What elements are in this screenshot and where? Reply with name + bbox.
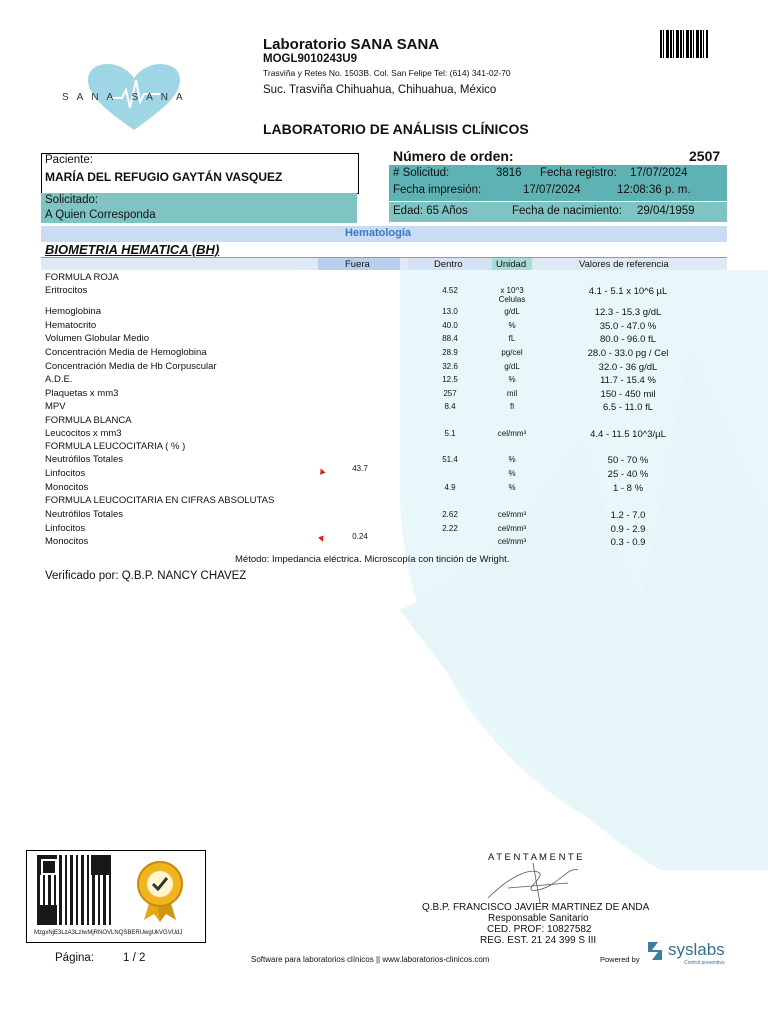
- section-title: Hematología: [345, 227, 412, 239]
- row-reference: 25 - 40 %: [607, 469, 649, 480]
- row-unit: mil: [506, 389, 518, 398]
- signer-ced: CED. PROF: 10827582: [487, 924, 592, 935]
- row-unit: fL: [508, 334, 516, 343]
- row-reference: 50 - 70 %: [607, 455, 649, 466]
- row-value-dentro: 28.9: [442, 348, 458, 357]
- high-flag-icon: ▲: [315, 464, 329, 479]
- row-unit-sub: Celulas: [498, 295, 526, 304]
- requested-label: Solicitado:: [45, 194, 99, 206]
- row-label: Hematocrito: [45, 320, 97, 331]
- row-label: Plaquetas x mm3: [45, 388, 119, 399]
- row-label: Monocitos: [45, 482, 89, 493]
- atentamente: A T E N T A M E N T E: [488, 852, 583, 863]
- row-label: Concentración Media de Hemoglobina: [45, 347, 207, 358]
- row-unit: g/dL: [504, 362, 520, 371]
- reg-label: Fecha registro:: [540, 167, 617, 179]
- lab-name: Laboratorio SANA SANA: [263, 36, 440, 53]
- syslabs-brand: syslabs: [668, 940, 725, 959]
- row-label: FORMULA BLANCA: [45, 415, 132, 426]
- row-value-dentro: 12.5: [442, 375, 458, 384]
- row-unit: fl: [510, 402, 514, 411]
- row-reference: 11.7 - 15.4 %: [600, 375, 656, 386]
- row-value-dentro: 4.9: [444, 483, 456, 492]
- row-reference: 35.0 - 47.0 %: [599, 321, 657, 332]
- row-value-fuera: 0.24: [352, 532, 368, 541]
- row-label: FORMULA ROJA: [45, 272, 119, 283]
- row-label: Linfocitos: [45, 523, 86, 534]
- row-unit: cel/mm³: [497, 537, 527, 546]
- print-label: Fecha impresión:: [393, 184, 482, 196]
- syslabs-logo-icon: [644, 938, 668, 964]
- row-reference: 150 - 450 mil: [600, 389, 656, 400]
- row-value-dentro: 2.22: [442, 524, 458, 533]
- order-number: 2507: [689, 148, 721, 164]
- row-reference: 4.4 - 11.5 10^3/µL: [590, 429, 666, 440]
- signer-role: Responsable Sanitario: [488, 913, 589, 924]
- row-label: Hemoglobina: [45, 306, 101, 317]
- row-label: Linfocitos: [45, 468, 86, 479]
- reg-date: 17/07/2024: [630, 167, 688, 179]
- row-reference: 4.1 - 5.1 x 10^6 µL: [588, 286, 668, 297]
- row-reference: 1 - 8 %: [612, 483, 644, 494]
- row-value-dentro: 51.4: [442, 455, 458, 464]
- page-number: 1 / 2: [123, 952, 146, 964]
- row-value-fuera: 43.7: [352, 464, 368, 473]
- qr-code-inner: [41, 859, 57, 875]
- row-unit: %: [508, 321, 516, 330]
- row-unit: g/dL: [504, 307, 520, 316]
- handwritten-signature: [478, 858, 598, 908]
- patient-name: MARÍA DEL REFUGIO GAYTÁN VASQUEZ: [45, 170, 283, 184]
- col-unidad: Unidad: [496, 259, 527, 270]
- row-value-dentro: 13.0: [442, 307, 458, 316]
- syslabs-tagline: Control preventivo: [684, 960, 725, 966]
- col-ref: Valores de referencia: [579, 259, 669, 270]
- request-label: # Solicitud:: [393, 167, 450, 179]
- row-reference: 0.3 - 0.9: [610, 537, 646, 548]
- verified-by: Verificado por: Q.B.P. NANCY CHAVEZ: [45, 570, 247, 582]
- row-reference: 12.3 - 15.3 g/dL: [594, 307, 662, 318]
- row-unit: x 10^3: [500, 286, 524, 295]
- row-label: Concentración Media de Hb Corpuscular: [45, 361, 217, 372]
- row-unit: pg/cel: [501, 348, 523, 357]
- row-label: Monocitos: [45, 536, 89, 547]
- row-reference: 6.5 - 11.0 fL: [603, 402, 653, 413]
- row-value-dentro: 88.4: [442, 334, 458, 343]
- patient-label: Paciente:: [45, 154, 93, 166]
- row-unit: %: [508, 469, 516, 478]
- study-title: BIOMETRIA HEMATICA (BH): [45, 242, 220, 257]
- col-fuera: Fuera: [345, 259, 370, 270]
- row-label: MPV: [45, 401, 66, 412]
- row-unit: cel/mm³: [497, 429, 527, 438]
- row-value-dentro: 32.6: [442, 362, 458, 371]
- row-reference: 0.9 - 2.9: [610, 524, 646, 535]
- row-label: Leucocitos x mm3: [45, 428, 122, 439]
- row-value-dentro: 5.1: [444, 429, 456, 438]
- row-reference: 1.2 - 7.0: [610, 510, 646, 521]
- row-label: FORMULA LEUCOCITARIA EN CIFRAS ABSOLUTAS: [45, 495, 275, 506]
- low-flag-icon: ▼: [315, 532, 329, 547]
- patient-age: Edad: 65 Años: [393, 205, 468, 217]
- row-label: Volumen Globular Medio: [45, 333, 150, 344]
- row-unit: %: [508, 455, 516, 464]
- barcode: [660, 30, 708, 58]
- software-credit: Software para laboratorios clínicos || www.laboratorios-clinicos.com: [251, 955, 490, 964]
- method-note: Método: Impedancia eléctrica. Microscopía con tinción de Wright.: [235, 554, 510, 565]
- print-date: 17/07/2024: [523, 184, 581, 196]
- row-value-dentro: 4.52: [442, 286, 458, 295]
- row-value-dentro: 8.4: [444, 402, 456, 411]
- row-label: Neutrófilos Totales: [45, 509, 123, 520]
- signer-reg: REG. EST. 21 24 399 S III: [480, 935, 597, 946]
- logo-text: SANA SANA: [62, 92, 191, 103]
- row-label: A.D.E.: [45, 374, 73, 385]
- report-title: LABORATORIO DE ANÁLISIS CLÍNICOS: [263, 121, 529, 137]
- row-label: Neutrófilos Totales: [45, 454, 123, 465]
- signer-name: Q.B.P. FRANCISCO JAVIER MARTINEZ DE ANDA: [422, 902, 650, 913]
- birth-date: 29/04/1959: [637, 205, 695, 217]
- powered-by: Powered by: [600, 955, 640, 964]
- row-value-dentro: 2.62: [442, 510, 458, 519]
- row-reference: 28.0 - 33.0 pg / Cel: [587, 348, 669, 359]
- row-value-dentro: 40.0: [442, 321, 458, 330]
- row-reference: 32.0 - 36 g/dL: [598, 362, 658, 373]
- row-unit: %: [508, 483, 516, 492]
- qr-code-text: MzgxNjE3LzA3LzIwMjRNOVLNQSBERUwgUkVGVUdJ: [34, 930, 183, 936]
- row-unit: %: [508, 375, 516, 384]
- row-unit: cel/mm³: [497, 510, 527, 519]
- order-label: Número de orden:: [393, 148, 514, 164]
- print-time: 12:08:36 p. m.: [617, 184, 691, 196]
- row-value-dentro: 257: [443, 389, 457, 398]
- lab-address: Trasviña y Retes No. 1503B. Col. San Felipe Tel: (614) 341-02-70: [263, 68, 511, 78]
- col-dentro: Dentro: [434, 259, 463, 270]
- row-unit: cel/mm³: [497, 524, 527, 533]
- request-number: 3816: [496, 167, 522, 179]
- page-label: Página:: [55, 952, 95, 964]
- requested-by: A Quien Corresponda: [45, 209, 156, 221]
- lab-branch: Suc. Trasviña Chihuahua, Chihuahua, México: [263, 84, 497, 96]
- birth-label: Fecha de nacimiento:: [512, 205, 622, 217]
- row-label: Eritrocitos: [45, 285, 88, 296]
- row-label: FORMULA LEUCOCITARIA ( % ): [45, 441, 186, 452]
- quality-seal-icon: [134, 860, 186, 922]
- row-reference: 80.0 - 96.0 fL: [600, 334, 656, 345]
- lab-rfc: MOGL9010243U9: [263, 53, 357, 65]
